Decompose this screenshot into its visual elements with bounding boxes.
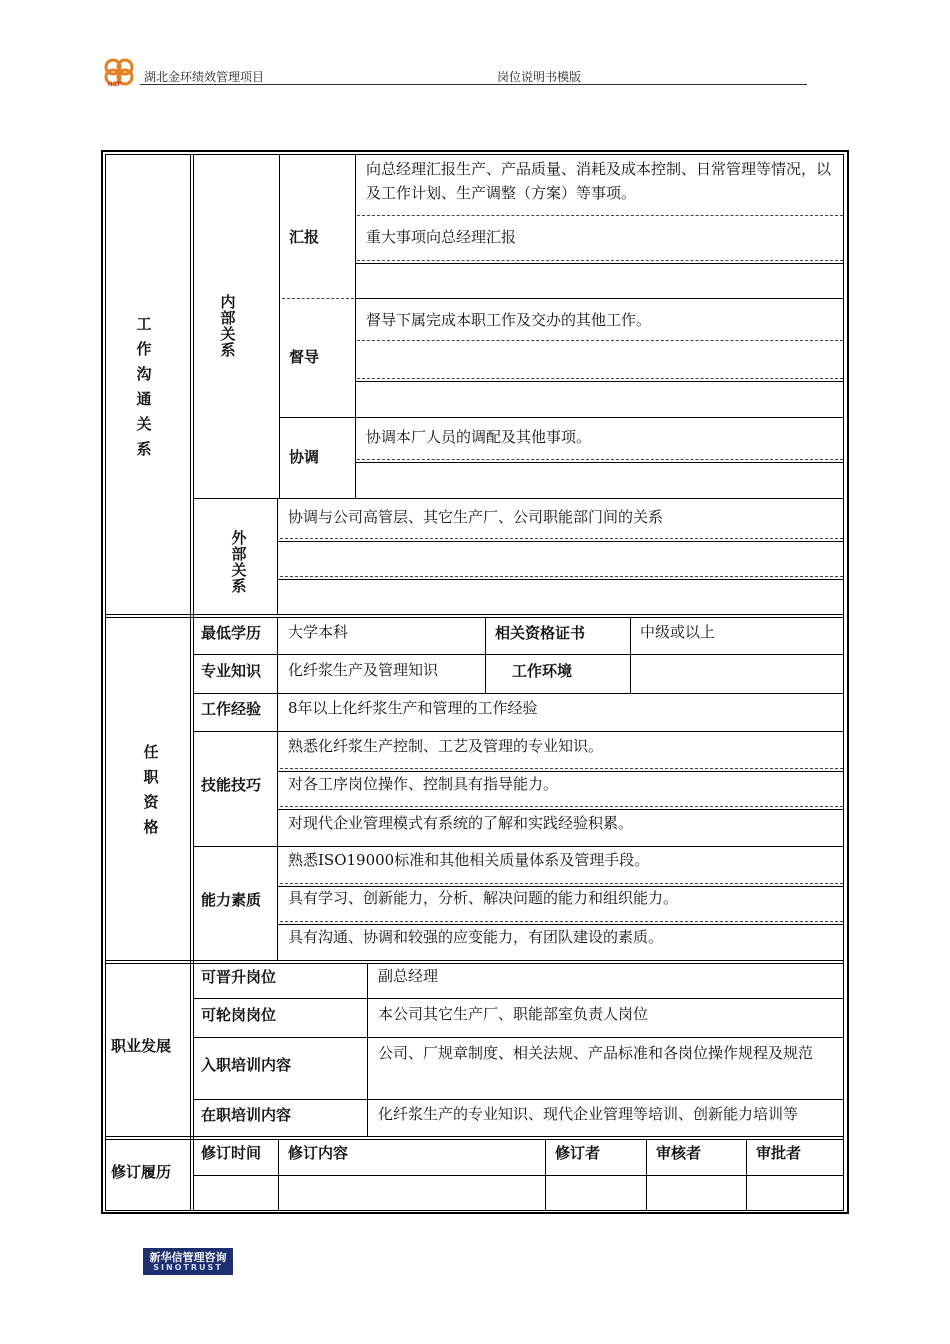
experience-label: 工作经验 [201,700,262,718]
sinotrust-logo [143,1248,233,1275]
promotion-value: 副总经理 [378,967,439,985]
report-line-2: 重大事项向总经理汇报 [366,228,517,246]
coordinate-label: 协调 [289,448,320,466]
external-line-1: 协调与公司高管层、其它生产厂、公司职能部门间的关系 [288,508,664,526]
experience-value: 8年以上化纤浆生产和管理的工作经验 [288,699,538,717]
skill-item: 熟悉化纤浆生产控制、工艺及管理的专业知识。 [288,737,604,755]
knowledge-label: 专业知识 [201,662,262,680]
report-line-1: 向总经理汇报生产、产品质量、消耗及成本控制、日常管理等情况，以及工作计划、生产调整（方案）等事项。 [366,160,832,202]
environment-label: 工作环境 [512,662,573,680]
skill-item: 对现代企业管理模式有系统的了解和实践经验积累。 [288,814,634,832]
section-career-label: 职业发展 [111,1037,172,1055]
revision-col-content: 修订内容 [288,1144,349,1162]
rotation-value: 本公司其它生产厂、职能部室负责人岗位 [378,1005,649,1023]
section-revision-label: 修订履历 [111,1163,172,1181]
onboarding-value: 公司、厂规章制度、相关法规、产品标准和各岗位操作规程及规范 [378,1044,814,1062]
ability-item: 具有学习、创新能力，分析、解决问题的能力和组织能力。 [288,889,679,907]
supervise-line-1: 督导下属完成本职工作及交办的其他工作。 [366,311,652,329]
skills-label: 技能技巧 [201,776,262,794]
internal-relations-label: 内部关系 [220,293,236,359]
document-title: 岗位说明书模版 [497,70,582,84]
brand-cn: 新华信管理咨询 [149,1251,227,1264]
section-communication-label: 工作沟通关系 [136,315,152,458]
revision-col-approver: 审批者 [756,1144,802,1162]
header-rule [140,84,807,85]
onjob-value: 化纤浆生产的专业知识、现代企业管理等培训、创新能力培训等 [378,1105,799,1123]
skill-item: 对各工序岗位操作、控制具有指导能力。 [288,775,559,793]
education-label: 最低学历 [201,624,262,642]
onboarding-label: 入职培训内容 [201,1056,292,1074]
coordinate-line-1: 协调本厂人员的调配及其他事项。 [366,428,592,446]
project-name: 湖北金环绩效管理项目 [144,70,265,84]
section-qualifications-label: 任职资格 [143,743,159,836]
ability-item: 具有沟通、协调和较强的应变能力，有团队建设的素质。 [288,928,664,946]
supervise-label: 督导 [289,348,320,366]
external-relations-label: 外部关系 [231,529,247,595]
certificate-value: 中级或以上 [640,623,716,641]
logo-text: HCF [108,82,122,88]
report-label: 汇报 [289,228,320,246]
ability-label: 能力素质 [201,891,262,909]
ability-item: 熟悉ISO19000标准和其他相关质量体系及管理手段。 [288,851,650,869]
knowledge-value: 化纤浆生产及管理知识 [288,661,439,679]
certificate-label: 相关资格证书 [495,624,586,642]
brand-en: SINOTRUST [153,1263,223,1272]
education-value: 大学本科 [288,623,349,641]
revision-col-reviewer: 审核者 [656,1144,702,1162]
revision-col-time: 修订时间 [201,1144,262,1162]
revision-col-reviser: 修订者 [555,1144,601,1162]
promotion-label: 可晋升岗位 [201,968,277,986]
rotation-label: 可轮岗岗位 [201,1006,277,1024]
onjob-label: 在职培训内容 [201,1106,292,1124]
